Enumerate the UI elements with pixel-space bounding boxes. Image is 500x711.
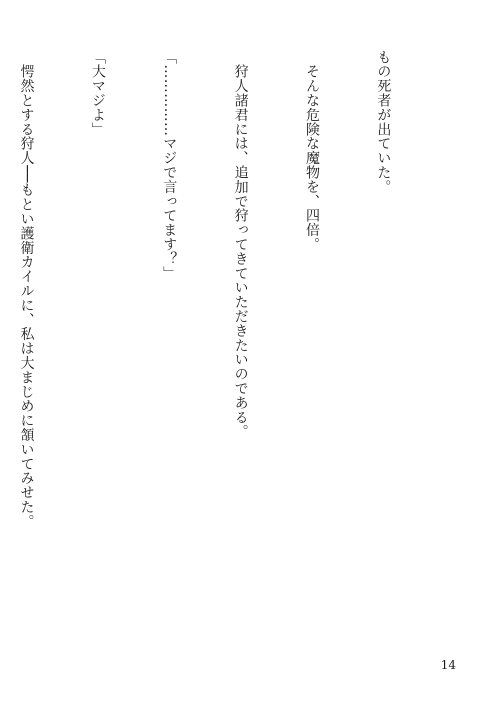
text-line: そんな危険な魔物を、四倍。 [304, 50, 321, 252]
text-line: 狩人諸君には、追加で狩ってきていただきたいのである。 [232, 50, 249, 439]
text-line: 「大マジよ」 [89, 50, 106, 137]
vertical-text-block [18, 50, 442, 590]
text-line: 「……………マジで言ってます？」 [161, 50, 178, 281]
text-line: もの死者が出ていた。 [375, 50, 392, 194]
text-line: 愕然とする狩人──もとい護衛カイルに、私は大まじめに頷いてみせた。 [18, 50, 35, 529]
page-number: 14 [440, 658, 456, 672]
